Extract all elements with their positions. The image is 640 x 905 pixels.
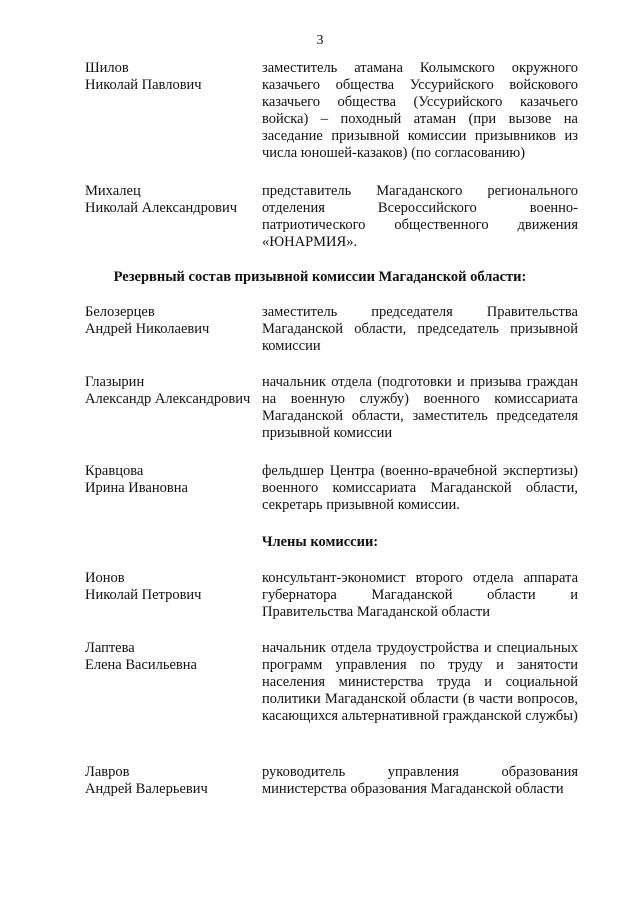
member-given-name: Андрей Николаевич bbox=[85, 321, 210, 337]
member-role: заместитель председателя Правительства Магаданской области, председатель призывной комиссии bbox=[262, 304, 578, 354]
member-surname: Белозерцев bbox=[85, 304, 155, 320]
member-name bbox=[85, 183, 255, 217]
member-name bbox=[85, 570, 255, 604]
members-heading: Члены комиссии: bbox=[261, 534, 379, 550]
member-role: начальник отдела (подготовки и призыва граждан на военную службу) военного комиссариата Магаданской области, заместитель председателя призывной комиссии bbox=[262, 374, 578, 441]
member-name bbox=[85, 60, 255, 94]
member-given-name: Александр Александрович bbox=[85, 391, 251, 407]
member-surname: Лавров bbox=[85, 764, 130, 780]
member-role: представитель Магаданского регионального отделения Всероссийского военно-патриотического общественного движения «ЮНАРМИЯ». bbox=[262, 183, 578, 250]
member-role: заместитель атамана Колымского окружного казачьего общества Уссурийского войскового казачьего общества (Уссурийского казачьего войска) – походный атаман (при вызове на заседание призывной комиссии призывников из числа юношей-казаков) (по согласованию) bbox=[262, 60, 578, 161]
member-given-name: Николай Александрович bbox=[85, 200, 238, 216]
member-role: консультант-экономист второго отдела аппарата губернатора Магаданской области и Правительства Магаданской области bbox=[262, 570, 578, 620]
member-surname: Кравцова bbox=[85, 463, 144, 479]
member-name bbox=[85, 304, 255, 338]
member-surname: Михалец bbox=[85, 183, 141, 199]
page-number: 3 bbox=[316, 33, 324, 48]
member-name bbox=[85, 764, 255, 798]
member-name bbox=[85, 463, 255, 497]
member-given-name: Елена Васильевна bbox=[85, 657, 197, 673]
member-role: начальник отдела трудоустройства и специальных программ управления по труду и занятости населения министерства труда и социальной политики Магаданской области (в части вопросов, касающихся альтернативной гражданской службы) bbox=[262, 640, 578, 724]
reserve-heading: Резервный состав призывной комиссии Магаданской области: bbox=[113, 269, 527, 285]
member-given-name: Ирина Ивановна bbox=[85, 480, 188, 496]
member-given-name: Николай Павлович bbox=[85, 77, 202, 93]
member-surname: Лаптева bbox=[85, 640, 135, 656]
member-role: руководитель управления образования министерства образования Магаданской области bbox=[262, 764, 578, 797]
member-surname: Глазырин bbox=[85, 374, 145, 390]
member-surname: Шилов bbox=[85, 60, 129, 76]
member-surname: Ионов bbox=[85, 570, 125, 586]
member-name bbox=[85, 640, 255, 674]
member-given-name: Николай Петрович bbox=[85, 587, 202, 603]
member-name bbox=[85, 374, 255, 408]
member-given-name: Андрей Валерьевич bbox=[85, 781, 208, 797]
member-role: фельдшер Центра (военно-врачебной экспертизы) военного комиссариата Магаданской области, секретарь призывной комиссии. bbox=[262, 463, 578, 513]
